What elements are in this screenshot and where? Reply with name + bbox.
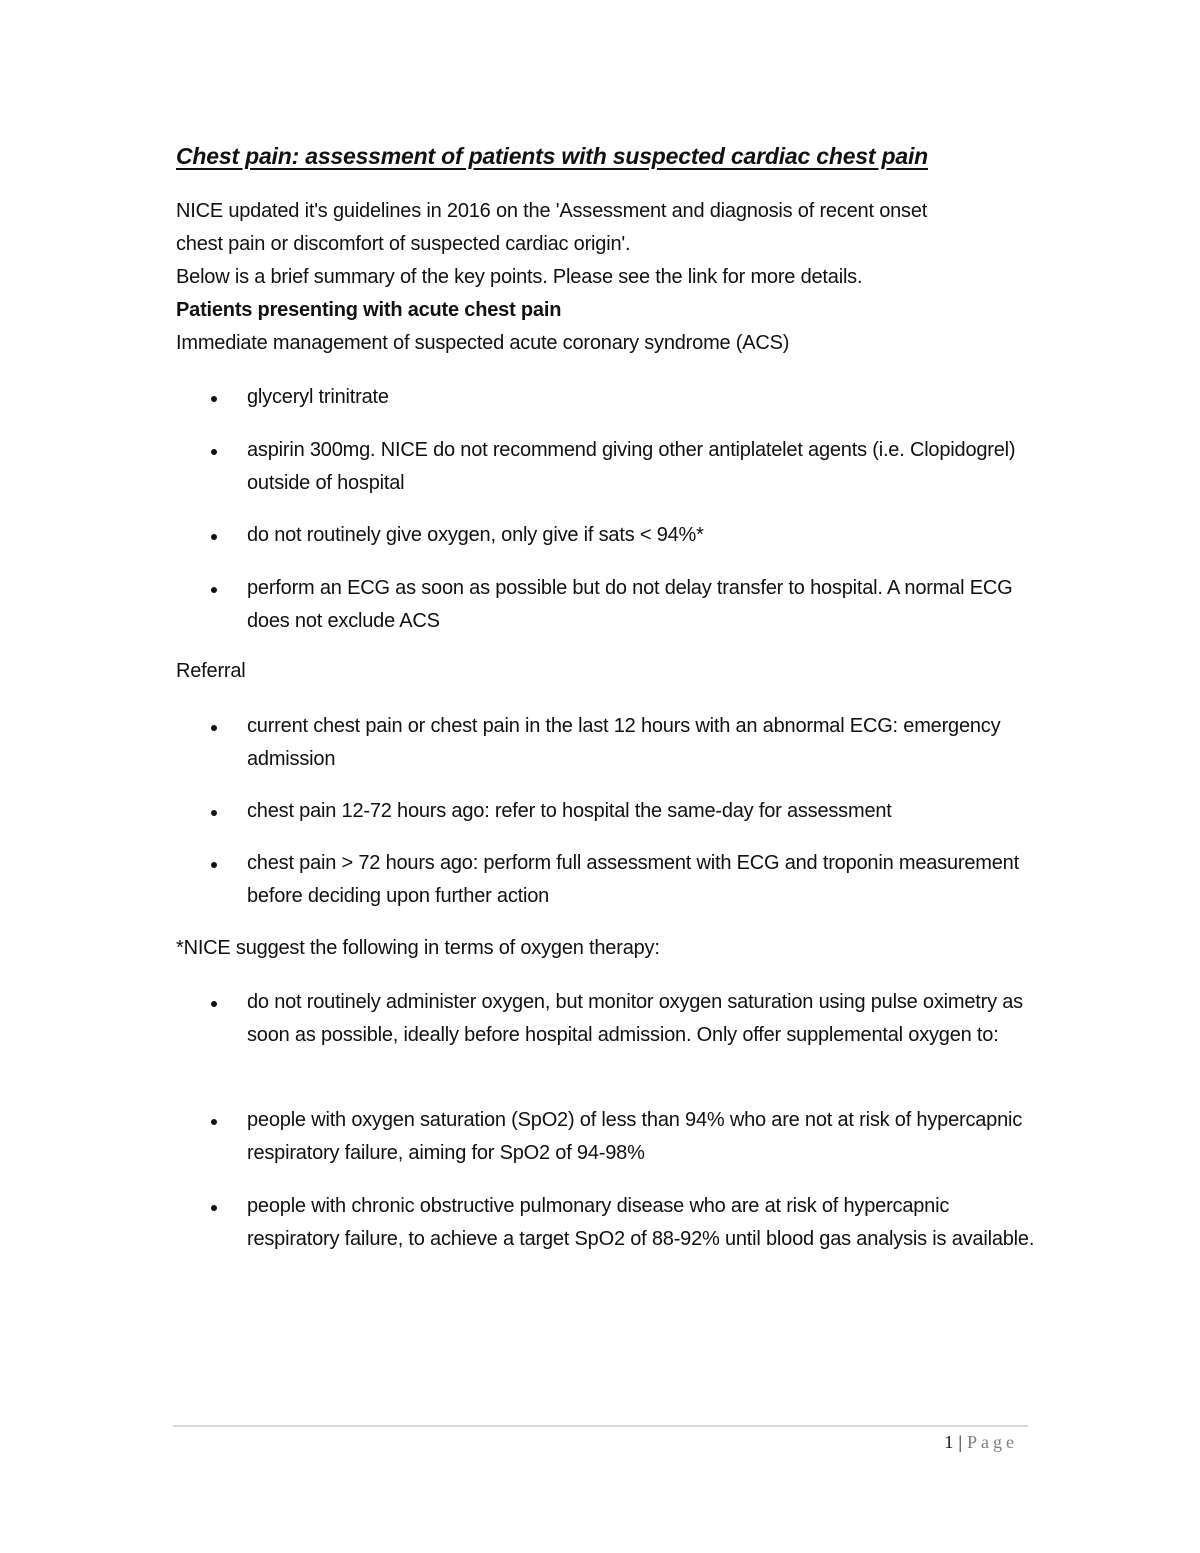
list-item: chest pain > 72 hours ago: perform full assessment with ECG and troponin measurement before deciding upon further action [247, 852, 1019, 907]
list-item: glyceryl trinitrate [247, 386, 389, 408]
oxygen-heading: *NICE suggest the following in terms of oxygen therapy: [176, 937, 660, 959]
section-heading: Patients presenting with acute chest pain [176, 299, 562, 321]
referral-heading: Referral [176, 660, 246, 682]
page-label: Page [967, 1432, 1018, 1452]
immediate-heading: Immediate management of suspected acute coronary syndrome (ACS) [176, 332, 790, 354]
list-item: perform an ECG as soon as possible but do not delay transfer to hospital. A normal ECG does not exclude ACS [247, 577, 1013, 632]
footer-separator: | [958, 1432, 962, 1452]
page-number: 1 [944, 1432, 954, 1452]
list-item: aspirin 300mg. NICE do not recommend giving other antiplatelet agents (i.e. Clopidogrel) outside of hospital [247, 439, 1016, 494]
list-item: current chest pain or chest pain in the last 12 hours with an abnormal ECG: emergency admission [247, 715, 1001, 770]
list-item: chest pain 12-72 hours ago: refer to hospital the same-day for assessment [247, 800, 892, 822]
intro-line-2: chest pain or discomfort of suspected cardiac origin'. [176, 233, 631, 255]
page-footer [944, 1432, 1018, 1453]
document-title: Chest pain: assessment of patients with suspected cardiac chest pain [176, 143, 929, 169]
list-item: do not routinely administer oxygen, but monitor oxygen saturation using pulse oximetry as soon as possible, ideally before hospital admission. Only offer supplemental oxygen to: [247, 991, 1023, 1046]
intro-line-3: Below is a brief summary of the key points. Please see the link for more details. [176, 266, 863, 288]
list-item: people with chronic obstructive pulmonary disease who are at risk of hypercapnic respiratory failure, to achieve a target SpO2 of 88-92% until blood gas analysis is available. [247, 1195, 1035, 1250]
list-item: people with oxygen saturation (SpO2) of less than 94% who are not at risk of hypercapnic respiratory failure, aiming for SpO2 of 94-98% [247, 1109, 1023, 1164]
footer-divider [173, 1425, 1028, 1427]
intro-line-1: NICE updated it's guidelines in 2016 on the 'Assessment and diagnosis of recent onset [176, 200, 928, 222]
list-item: do not routinely give oxygen, only give if sats < 94%* [247, 524, 704, 546]
